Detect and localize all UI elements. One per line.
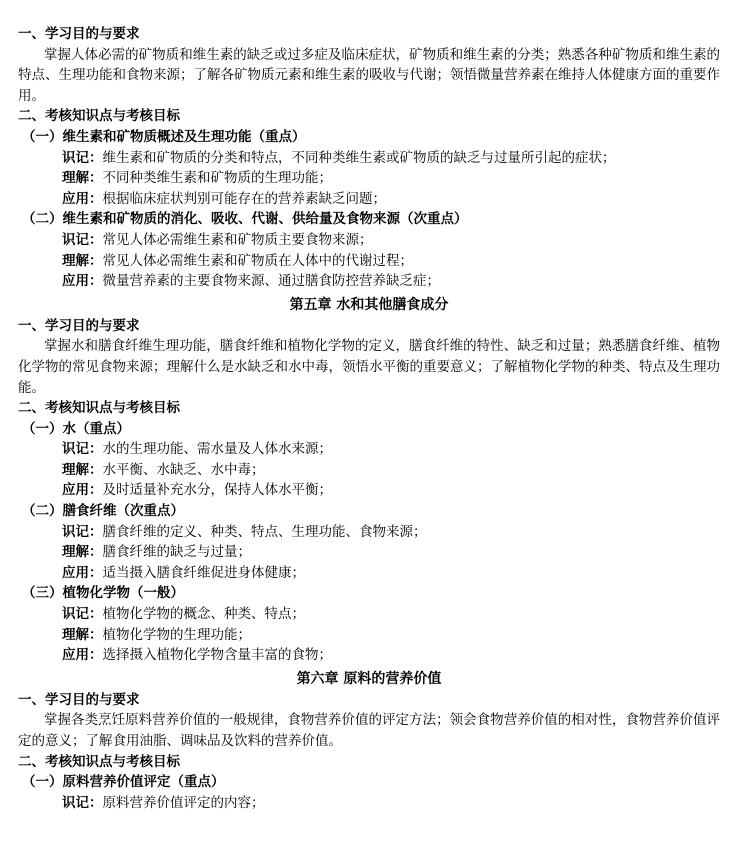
item-text: 常见人体必需维生素和矿物质在人体中的代谢过程； <box>102 252 413 269</box>
item-text: 原料营养价值评定的内容； <box>102 794 265 811</box>
list-item <box>62 563 720 584</box>
item-label: 应用： <box>62 273 103 290</box>
item-text: 植物化学物的概念、种类、特点； <box>102 606 305 623</box>
item-label: 理解： <box>62 626 103 643</box>
list-item <box>62 439 720 460</box>
subsection-heading: （一）维生素和矿物质概述及生理功能（重点） <box>22 128 306 145</box>
list-item <box>62 148 720 169</box>
paragraph: 掌握各类烹饪原料营养价值的一般规律，食物营养价值的评定方法；领会食物营养价值的相对性，食物营养价值评定的意义；了解食用油脂、调味品及饮料的营养价值。 <box>18 712 720 749</box>
item-label: 理解： <box>62 170 103 187</box>
item-text: 水平衡、水缺乏、水中毒； <box>102 461 265 478</box>
section-heading: 一、学习目的与要求 <box>18 26 140 42</box>
section-heading: 一、学习目的与要求 <box>18 317 140 334</box>
list-item <box>62 251 720 272</box>
item-label: 应用： <box>62 482 103 499</box>
list-item <box>62 604 720 625</box>
subsection-heading: （三）植物化学物（一般） <box>22 585 184 602</box>
list-item <box>62 230 720 251</box>
item-text: 膳食纤维的定义、种类、特点、生理功能、食物来源； <box>102 523 427 540</box>
paragraph: 掌握水和膳食纤维生理功能，膳食纤维和植物化学物的定义，膳食纤维的特性、缺乏和过量；熟悉膳食纤维、植物化学物的常见食物来源；理解什么是水缺乏和水中毒，领悟水平衡的重要意义；了解植物化学物的种类、特点及生理功能。 <box>18 338 720 396</box>
item-label: 识记： <box>62 231 103 248</box>
item-text: 根据临床症状判别可能存在的营养素缺乏问题； <box>102 190 386 207</box>
list-item <box>62 460 720 481</box>
item-label: 识记： <box>62 794 103 811</box>
item-text: 不同种类维生素和矿物质的生理功能； <box>102 170 332 187</box>
list-item <box>62 645 720 666</box>
list-item <box>62 522 720 543</box>
list-item <box>62 168 720 189</box>
item-text: 常见人体必需维生素和矿物质主要食物来源； <box>102 231 373 248</box>
item-label: 识记： <box>62 149 103 166</box>
subsection-heading: （二）维生素和矿物质的消化、吸收、代谢、供给量及食物来源（次重点） <box>22 211 468 228</box>
subsection-heading: （二）膳食纤维（次重点） <box>22 503 184 520</box>
item-label: 理解： <box>62 544 103 561</box>
item-label: 应用： <box>62 647 103 664</box>
item-text: 选择摄入植物化学物含量丰富的食物； <box>102 647 332 664</box>
item-label: 识记： <box>62 606 103 623</box>
section-heading: 二、考核知识点与考核目标 <box>18 108 180 125</box>
item-text: 适当摄入膳食纤维促进身体健康； <box>102 564 305 581</box>
list-item <box>62 271 720 292</box>
section-heading: 一、学习目的与要求 <box>18 691 140 708</box>
list-item <box>62 480 720 501</box>
item-label: 识记： <box>62 441 103 458</box>
section-heading: 二、考核知识点与考核目标 <box>18 400 180 417</box>
chapter-title: 第五章 水和其他膳食成分 <box>289 296 449 313</box>
subsection-heading: （一）水（重点） <box>22 420 130 437</box>
item-text: 植物化学物的生理功能； <box>102 626 251 643</box>
list-item <box>62 542 720 563</box>
list-item <box>62 625 720 646</box>
section-heading: 二、考核知识点与考核目标 <box>18 753 180 770</box>
list-item <box>62 793 720 814</box>
item-text: 微量营养素的主要食物来源、通过膳食防控营养缺乏症； <box>102 273 440 290</box>
paragraph: 掌握人体必需的矿物质和维生素的缺乏或过多症及临床症状，矿物质和维生素的分类；熟悉各种矿物质和维生素的特点、生理功能和食物来源；了解各矿物质元素和维生素的吸收与代谢；领悟微量营养素在维持人体健康方面的重要作用。 <box>18 46 720 104</box>
subsection-heading: （一）原料营养价值评定（重点） <box>22 774 225 791</box>
chapter-title: 第六章 原料的营养价值 <box>296 670 442 687</box>
item-text: 维生素和矿物质的分类和特点，不同种类维生素或矿物质的缺乏与过量所引起的症状； <box>102 149 616 166</box>
item-label: 应用： <box>62 190 103 207</box>
item-text: 水的生理功能、需水量及人体水来源； <box>102 441 332 458</box>
list-item <box>62 189 720 210</box>
item-text: 及时适量补充水分，保持人体水平衡； <box>102 482 332 499</box>
item-label: 应用： <box>62 564 103 581</box>
item-text: 膳食纤维的缺乏与过量； <box>102 544 251 561</box>
item-label: 理解： <box>62 461 103 478</box>
item-label: 识记： <box>62 523 103 540</box>
item-label: 理解： <box>62 252 103 269</box>
